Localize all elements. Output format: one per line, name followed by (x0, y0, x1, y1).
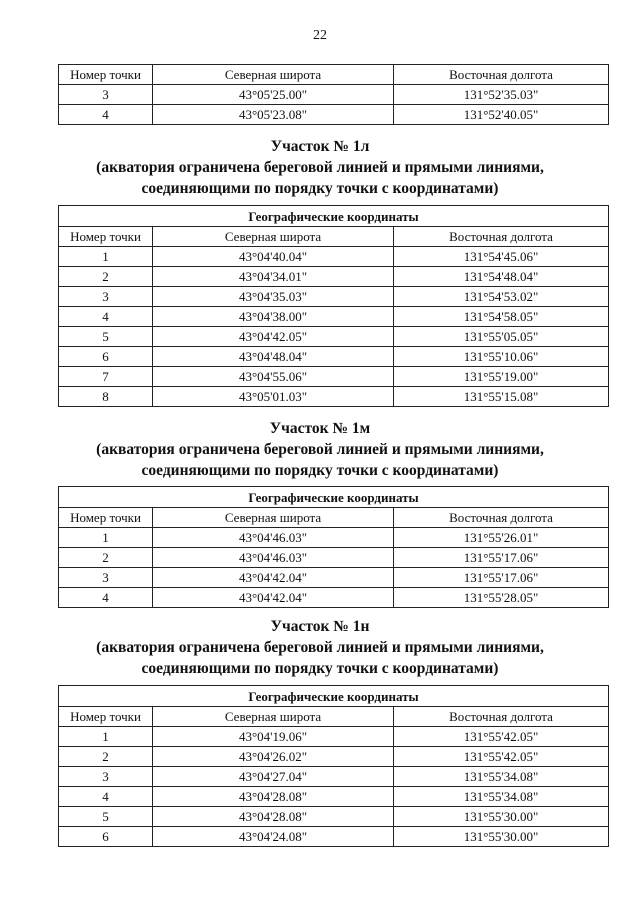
table-row (59, 327, 609, 347)
table-row (59, 727, 609, 747)
group-header-row (59, 487, 609, 508)
table-row (59, 387, 609, 407)
cell-latitude: 43°04'38.00" (153, 307, 394, 327)
table-row (59, 347, 609, 367)
column-header-point: Номер точки (59, 65, 153, 85)
cell-longitude: 131°55'17.06" (394, 568, 609, 588)
coordinates-table-1n (58, 685, 609, 847)
cell-point-number: 3 (59, 568, 153, 588)
cell-point-number: 1 (59, 727, 153, 747)
table-body (59, 85, 609, 125)
cell-latitude: 43°05'01.03" (153, 387, 394, 407)
table-row (59, 767, 609, 787)
table-row (59, 85, 609, 105)
section-subtitle: (акватория ограничена береговой линией и прямыми линиями, (96, 441, 544, 458)
table-row (59, 588, 609, 608)
column-header-latitude: Северная широта (153, 65, 394, 85)
table-row (59, 787, 609, 807)
cell-point-number: 4 (59, 105, 153, 125)
cell-point-number: 1 (59, 528, 153, 548)
cell-point-number: 6 (59, 347, 153, 367)
cell-latitude: 43°04'35.03" (153, 287, 394, 307)
table-row (59, 247, 609, 267)
cell-latitude: 43°04'27.04" (153, 767, 394, 787)
cell-longitude: 131°55'42.05" (394, 747, 609, 767)
cell-latitude: 43°04'42.04" (153, 588, 394, 608)
page-number: 22 (313, 28, 327, 43)
cell-longitude: 131°54'45.06" (394, 247, 609, 267)
group-header: Географические координаты (59, 206, 609, 227)
group-header: Географические координаты (59, 686, 609, 707)
section-title: Участок № 1н (270, 618, 370, 635)
table-header-row (59, 227, 609, 247)
table-body (59, 528, 609, 608)
cell-point-number: 2 (59, 267, 153, 287)
cell-longitude: 131°52'35.03" (394, 85, 609, 105)
section-heading (0, 616, 640, 679)
column-header-longitude: Восточная долгота (394, 227, 609, 247)
cell-longitude: 131°55'34.08" (394, 767, 609, 787)
column-header-latitude: Северная широта (153, 227, 394, 247)
cell-longitude: 131°54'48.04" (394, 267, 609, 287)
table-header-row (59, 508, 609, 528)
cell-point-number: 6 (59, 827, 153, 847)
cell-longitude: 131°54'58.05" (394, 307, 609, 327)
section-title: Участок № 1л (270, 138, 370, 155)
column-header-longitude: Восточная долгота (394, 508, 609, 528)
column-header-point: Номер точки (59, 508, 153, 528)
coordinates-table-1l (58, 205, 609, 407)
cell-latitude: 43°04'28.08" (153, 787, 394, 807)
table-row (59, 287, 609, 307)
section-subtitle: соединяющими по порядку точки с координатами) (141, 180, 499, 197)
cell-latitude: 43°04'34.01" (153, 267, 394, 287)
table-row (59, 827, 609, 847)
cell-longitude: 131°55'15.08" (394, 387, 609, 407)
cell-point-number: 2 (59, 747, 153, 767)
section-subtitle: соединяющими по порядку точки с координатами) (141, 660, 499, 677)
coordinates-table-continued (58, 64, 609, 125)
group-header-row (59, 206, 609, 227)
column-header-longitude: Восточная долгота (394, 65, 609, 85)
cell-latitude: 43°04'46.03" (153, 528, 394, 548)
cell-point-number: 4 (59, 307, 153, 327)
table-row (59, 568, 609, 588)
section-title: Участок № 1м (269, 420, 371, 437)
section-heading (0, 136, 640, 199)
cell-point-number: 3 (59, 767, 153, 787)
cell-latitude: 43°04'19.06" (153, 727, 394, 747)
table-row (59, 747, 609, 767)
table-row (59, 105, 609, 125)
cell-longitude: 131°52'40.05" (394, 105, 609, 125)
section-subtitle: (акватория ограничена береговой линией и прямыми линиями, (96, 159, 544, 176)
cell-point-number: 3 (59, 85, 153, 105)
cell-latitude: 43°04'26.02" (153, 747, 394, 767)
cell-longitude: 131°55'28.05" (394, 588, 609, 608)
section-heading (0, 418, 640, 481)
cell-longitude: 131°54'53.02" (394, 287, 609, 307)
cell-latitude: 43°04'42.05" (153, 327, 394, 347)
cell-longitude: 131°55'19.00" (394, 367, 609, 387)
table-row (59, 807, 609, 827)
section-subtitle: (акватория ограничена береговой линией и прямыми линиями, (96, 639, 544, 656)
cell-point-number: 3 (59, 287, 153, 307)
cell-point-number: 7 (59, 367, 153, 387)
cell-point-number: 8 (59, 387, 153, 407)
table-row (59, 307, 609, 327)
column-header-point: Номер точки (59, 707, 153, 727)
cell-longitude: 131°55'30.00" (394, 807, 609, 827)
cell-point-number: 2 (59, 548, 153, 568)
cell-latitude: 43°04'55.06" (153, 367, 394, 387)
cell-latitude: 43°04'40.04" (153, 247, 394, 267)
cell-latitude: 43°04'46.03" (153, 548, 394, 568)
cell-latitude: 43°04'28.08" (153, 807, 394, 827)
cell-latitude: 43°04'24.08" (153, 827, 394, 847)
cell-latitude: 43°04'48.04" (153, 347, 394, 367)
column-header-latitude: Северная широта (153, 508, 394, 528)
cell-point-number: 1 (59, 247, 153, 267)
column-header-point: Номер точки (59, 227, 153, 247)
table-body (59, 727, 609, 847)
column-header-longitude: Восточная долгота (394, 707, 609, 727)
table-header-row (59, 65, 609, 85)
section-subtitle: соединяющими по порядку точки с координатами) (141, 462, 499, 479)
group-header-row (59, 686, 609, 707)
table-row (59, 528, 609, 548)
cell-longitude: 131°55'34.08" (394, 787, 609, 807)
column-header-latitude: Северная широта (153, 707, 394, 727)
table-row (59, 548, 609, 568)
cell-point-number: 4 (59, 588, 153, 608)
table-header-row (59, 707, 609, 727)
group-header: Географические координаты (59, 487, 609, 508)
cell-point-number: 4 (59, 787, 153, 807)
cell-latitude: 43°05'25.00" (153, 85, 394, 105)
cell-point-number: 5 (59, 807, 153, 827)
cell-latitude: 43°04'42.04" (153, 568, 394, 588)
table-row (59, 267, 609, 287)
coordinates-table-1m (58, 486, 609, 608)
table-row (59, 367, 609, 387)
cell-longitude: 131°55'10.06" (394, 347, 609, 367)
cell-longitude: 131°55'42.05" (394, 727, 609, 747)
cell-latitude: 43°05'23.08" (153, 105, 394, 125)
cell-longitude: 131°55'05.05" (394, 327, 609, 347)
cell-point-number: 5 (59, 327, 153, 347)
cell-longitude: 131°55'26.01" (394, 528, 609, 548)
cell-longitude: 131°55'30.00" (394, 827, 609, 847)
table-body (59, 247, 609, 407)
cell-longitude: 131°55'17.06" (394, 548, 609, 568)
